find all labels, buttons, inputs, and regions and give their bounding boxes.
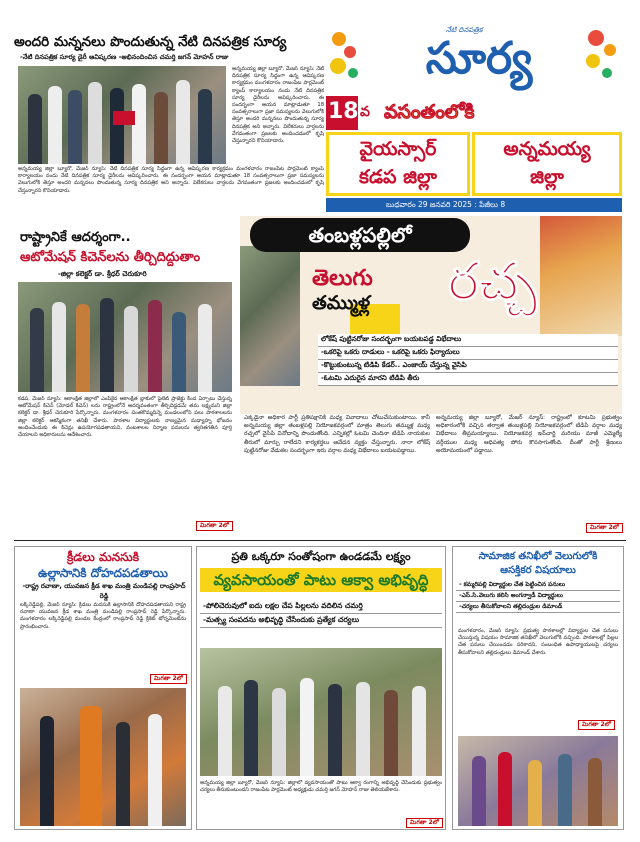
social-continued-badge[interactable]: మిగతా 2లో: [578, 720, 615, 730]
agri-headline: వ్యవసాయంతో పాటు ఆక్వా అభివృద్ధి: [200, 568, 442, 592]
masthead-logo: సూర్య: [425, 33, 533, 84]
flower-decoration-right: [578, 24, 622, 94]
feature-continued-badge[interactable]: మిగతా 2లో: [586, 523, 623, 533]
agri-bullets: [200, 600, 442, 628]
agri-bullet: -పోలిచెరువులో ఐదు లక్షల చేప పిల్లలను వదిలిన చమర్తి: [200, 600, 442, 614]
top-story-body-cont: అన్నమయ్య జిల్లా బ్యూరో, మేజర్ న్యూస్: నేటి దినపత్రిక సూర్య సిద్ధంగా ఉన్న ఆవిష్కరణ కార్యక్రమం మంగళవారం రాజంపేట పార్లమెంట్ క్యాంప్ కార్యాలయం నందు నేటి దినపత్రిక సూర్య డైరీలను ఆవిష్కరించారు. ఈ సందర్భంగా ఆయన మాట్లాడుతూ 18 సంవత్సరాలుగా ప్రజా సమస్యలను వెలుగులోకి తెస్తూ అందరి మన్ననలు పొందుతున్న సూర్య దినపత్రిక అని అన్నారు. విలేకరులు వార్తలను వేగవంతంగా ప్రజలకు అందించడంలో కృషి చేస్తున్నారని కొనియాడారు.: [18, 166, 324, 194]
story-two-body: కడప, మేజర్ న్యూస్: ఆకాంక్షిత జిల్లాలో ఎంపికైన ఆకాంక్షిత బ్లాకులో పైలెట్ ప్రాజెక్టు కింద ఏర్పాటు చేస్తున్న ఆటోమేషన్ కిచెన్ (మోడల్ కిచెన్) లను రాష్ట్రంలోనే ఆదర్శవంతంగా తీర్చిదిద్దడమే తమ లక్ష్యమని జిల్లా కలెక్టర్ డా. శ్రీధర్ చెరుకూరి పేర్కొన్నారు. మంగళవారం చింతకొమ్మదిన్నె మండలంలోని పలు పాఠశాలలను జిల్లా కలెక్టర్ ఆకస్మికంగా తనిఖీ చేశారు. పాఠశాల విద్యార్థులకు నాణ్యమైన మధ్యాహ్న భోజనం అందించేందుకు ఈ కిచెన్లు ఉపయోగపడతాయని, వంటశాలల నిర్మాణ పనులను త్వరితగతిన పూర్తి చేయాలని అధికారులను ఆదేశించారు.: [18, 396, 232, 439]
feature-place: తంబళ్లపల్లిలో: [250, 218, 470, 252]
sports-kicker: క్రీడలు మనసుకి: [67, 550, 139, 564]
feature-body-left: ఎక్కడైనా అధికార పార్టీ ప్రతిపక్షానికి మధ్య వివాదాలు చోటుచేసుకుంటాయి. కానీ అన్నమయ్య జిల్లా తంబళ్లపల్లి నియోజకవర్గంలో మాత్రం తెలుగు తమ్ముళ్ల మధ్య రచ్చలో వైసిపి వినోదాన్ని పొందుతోంది. ఎన్నికల్లో ఓటమి చెందినా టిడిపి నాయకుల తీరులో మార్పు రాలేదని కార్యకర్తలు ఆవేదన వ్యక్తం చేస్తున్నారు. నారా లోకేష్ పుట్టినరోజు వేడుకల సందర్భంగా ఇరు వర్గాల మధ్య విభేదాలు బయటపడ్డాయి.: [244, 415, 430, 454]
feature-bullet: లోకేష్ పుట్టినరోజు సందర్భంగా బయటపడ్డ విభేదాలు: [318, 334, 618, 347]
story-two-headline: ఆటోమేషన్ కిచెన్‌లను తీర్చిదిద్దుతాం: [20, 250, 201, 265]
flower-decoration-left: [326, 24, 366, 94]
feature-headline-b: తమ్ముళ్ల: [312, 292, 371, 314]
sports-continued-badge[interactable]: మిగతా 2లో: [150, 674, 187, 684]
anniversary-text: వసంతంలోకి: [384, 101, 475, 123]
feature-bullet: -ఒకరిపై ఒకరు దాడులు - ఒకరిపై ఒకరు ఫిర్యాదులు: [318, 347, 618, 360]
anniversary-suffix: వ: [360, 104, 370, 120]
logo-script: నేటి దినపత్రిక: [446, 26, 483, 34]
sports-photo: [20, 688, 186, 826]
feature-bullets: [318, 334, 618, 386]
social-kicker: సామాజిక తనిఖీలో వెలుగులోకి: [478, 551, 598, 562]
social-bullet: -ఎస్.సి.వెలుగు కలిసి అంగన్వాడీ విద్యార్థులు: [456, 591, 620, 602]
social-body: మంగళవారం, మేజర్ న్యూస్: ప్రభుత్వ పాఠశాలల్లో విద్యార్థుల చేత పనులు చేయిస్తున్న విషయం సామాజిక తనిఖీలో వెలుగులోకి వచ్చింది. పాఠశాలల్లో పిల్లల చేత పనులు చేయించడం సరికాదని, సంబంధిత ఉపాధ్యాయులపై చర్యలు తీసుకోవాలని తల్లిదండ్రులు డిమాండ్ చేశారు.: [458, 628, 618, 656]
feature-photo-right: [540, 216, 622, 336]
section-divider: [14, 540, 626, 541]
top-story-headline: అందరి మన్ననలు పొందుతున్న నేటి దినపత్రిక సూర్య: [14, 34, 287, 50]
story-two-byline: -జిల్లా కలెక్టర్ డా. శ్రీధర్ చెరుకూరి: [58, 270, 147, 278]
social-photo: [458, 736, 618, 826]
feature-bullet: -ఓటమి ఎదురైన మారని టిడిపి తీరు: [318, 373, 618, 386]
story-two-photo: [18, 282, 232, 392]
agri-body: అన్నమయ్య జిల్లా బ్యూరో, మేజర్ న్యూస్: జిల్లాలో వ్యవసాయంతో పాటు ఆక్వా రంగాన్ని అభివృద్ధి చేసేందుకు ప్రభుత్వం చర్యలు తీసుకుంటుందని రాజంపేట పార్లమెంట్ అధ్యక్షుడు చమర్తి జగన్ మోహన్ రాజు తెలియజేశారు.: [200, 780, 442, 794]
date-bar: బుధవారం 29 జనవరి 2025 : పేజీలు 8: [326, 198, 622, 212]
sports-byline: -రాష్ట్ర రవాణా, యువజన క్రీడ శాఖ మంత్రి మండిపల్లి రాంప్రసాద్ రెడ్డి: [22, 582, 186, 600]
sports-body: లక్కిరెడ్డిపల్లి, మేజర్ న్యూస్: క్రీడలు మనసుకి ఉల్లాసానికి దోహదపడతాయని రాష్ట్ర రవాణా యువజన క్రీడ శాఖ మంత్రి మండిపల్లి రాంప్రసాద్ రెడ్డి పేర్కొన్నారు. మంగళవారం లక్కిరెడ్డిపల్లి మండల కేంద్రంలో రాంప్రసాద్ రెడ్డి క్రికెట్ టోర్నమెంట్‌ను ప్రారంభించారు.: [20, 602, 186, 630]
region-left: వైయస్సార్ కడప జిల్లా: [326, 132, 470, 196]
top-story-subhead: -నేటి దినపత్రిక సూర్య డైరీ ఆవిష్కరణ -అభినందించిన చమర్తి జగన్ మోహన్ రాజు: [20, 53, 229, 61]
social-bullets: [456, 580, 620, 613]
story-two-continued-badge[interactable]: మిగతా 2లో: [196, 521, 233, 531]
agri-photo: [200, 648, 442, 776]
diary-cover: [113, 111, 135, 125]
agri-bullet: -మత్స్య సంపదను అభివృద్ధి చేసేందుకు ప్రత్యేక చర్యలు: [200, 614, 442, 628]
region-right: అన్నమయ్య జిల్లా: [472, 132, 622, 196]
social-bullet: -చర్యలు తీసుకోవాలని తల్లిదండ్రుల డిమాండ్: [456, 602, 620, 613]
top-story-photo: [18, 66, 226, 164]
feature-photo-left: [240, 246, 300, 386]
agri-kicker: ప్రతి ఒక్కరూ సంతోషంగా ఉండడమే లక్ష్యం: [231, 550, 411, 563]
story-two-kicker: రాష్ట్రానికే ఆదర్శంగా..: [20, 230, 131, 245]
agri-continued-badge[interactable]: మిగతా 2లో: [406, 818, 443, 828]
social-headline: ఆసక్తికర విషయాలు: [500, 565, 576, 576]
feature-body-right: అన్నమయ్య జిల్లా బ్యూరో, మేజర్ న్యూస్: రాష్ట్రంలో కూటమి ప్రభుత్వం అధికారంలోకి వచ్చిన తర్వాత తంబళ్లపల్లి నియోజకవర్గంలో టిడిపి వర్గాల మధ్య విభేదాలు తీవ్రమయ్యాయి. నియోజకవర్గ ఇన్‌చార్జి మరియు మాజీ ఎమ్మెల్యే వర్గీయుల మధ్య ఆధిపత్య పోరు కొనసాగుతోంది. దీంతో పార్టీ శ్రేణులు అయోమయంలో పడ్డాయి.: [436, 415, 622, 454]
feature-headline-c: రచ్చ: [448, 252, 538, 312]
anniversary-badge: 18: [326, 96, 358, 130]
social-bullet: - కమ్మరిపల్లి విద్యార్థుల చేత పెట్టించిన పనులు: [456, 580, 620, 591]
sports-headline: ఉల్లాసానికి దోహదపడతాయి: [38, 566, 168, 580]
feature-bullet: -కొట్టుకుంటున్న టిడిపి కేడర్.. ఎంజాయ్ చేస్తున్న వైసిపి: [318, 360, 618, 373]
top-story-body-col: అన్నమయ్య జిల్లా బ్యూరో, మేజర్ న్యూస్: నేటి దినపత్రిక సూర్య సిద్ధంగా ఉన్న ఆవిష్కరణ కార్యక్రమం మంగళవారం రాజంపేట పార్లమెంట్ క్యాంప్ కార్యాలయం నందు నేటి దినపత్రిక సూర్య డైరీలను ఆవిష్కరించారు. ఈ సందర్భంగా ఆయన మాట్లాడుతూ 18 సంవత్సరాలుగా ప్రజా సమస్యలను వెలుగులోకి తెస్తూ అందరి మన్ననలు పొందుతున్న సూర్య దినపత్రిక అని అన్నారు. విలేకరులు వార్తలను వేగవంతంగా ప్రజలకు అందించడంలో కృషి చేస్తున్నారని కొనియాడారు.: [232, 66, 324, 145]
feature-headline-a: తెలుగు: [312, 266, 373, 291]
